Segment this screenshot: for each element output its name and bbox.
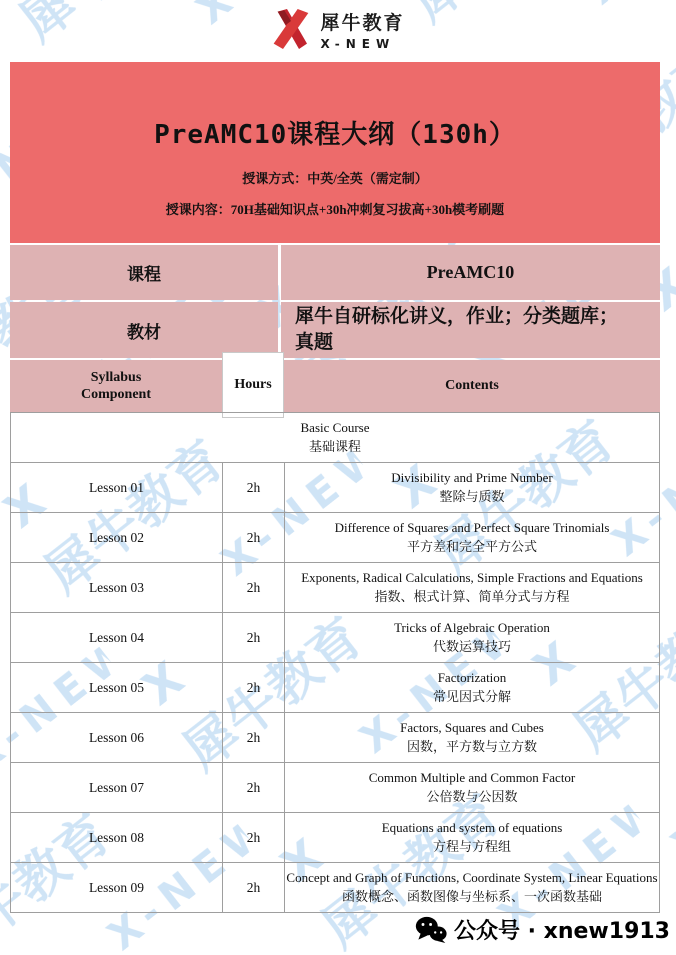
section-title-cn: 基础课程 — [308, 438, 361, 454]
brand-name-en: X-NEW — [320, 36, 396, 51]
table-row — [10, 813, 660, 863]
lesson-hours: 2h — [223, 463, 285, 512]
wechat-badge — [415, 914, 670, 945]
material-row — [10, 302, 660, 358]
teaching-method: 授课方式：中英/全英（需定制） — [242, 171, 428, 186]
brand-name-cn: 犀牛教育 — [320, 11, 405, 34]
course-label: 课程 — [10, 245, 278, 300]
table-row — [10, 663, 660, 713]
brand-x-icon — [271, 7, 311, 51]
lesson-name: Lesson 04 — [11, 613, 223, 662]
course-title: PreAMC10课程大纲（130h） — [154, 120, 516, 150]
material-value-cell — [281, 302, 660, 358]
lesson-hours: 2h — [223, 613, 285, 662]
brand-text — [320, 8, 404, 51]
table-row — [10, 613, 660, 663]
lesson-contents: Factorization 常见因式分解 — [432, 669, 511, 704]
banner — [10, 62, 660, 243]
wechat-icon — [415, 916, 447, 943]
lesson-hours: 2h — [223, 513, 285, 562]
table-row — [10, 763, 660, 813]
material-value: 犀牛自研标化讲义，作业；分类题库；真题 — [295, 306, 619, 353]
lesson-name: Lesson 08 — [11, 813, 223, 862]
section-header-row — [10, 413, 660, 463]
syllabus-header-row — [10, 360, 660, 412]
section-title — [11, 413, 659, 462]
lesson-contents: Divisibility and Prime Number 整除与质数 — [391, 469, 553, 504]
syllabus-component-header: Syllabus Component — [10, 360, 222, 412]
lesson-hours: 2h — [223, 713, 285, 762]
lesson-hours: 2h — [223, 663, 285, 712]
lesson-contents: Tricks of Algebraic Operation 代数运算技巧 — [394, 619, 550, 654]
contents-header: Contents — [284, 360, 660, 412]
lesson-name: Lesson 05 — [11, 663, 223, 712]
brand-logo — [0, 7, 676, 51]
table-row — [10, 563, 660, 613]
lesson-hours: 2h — [223, 763, 285, 812]
course-row — [10, 245, 660, 300]
table-row — [10, 863, 660, 913]
lesson-name: Lesson 03 — [11, 563, 223, 612]
teaching-content: 授课内容：70H基础知识点+30h冲刺复习拔高+30h模考刷题 — [165, 202, 505, 217]
lesson-contents: Difference of Squares and Perfect Square Trinomials 平方差和完全平方公式 — [334, 519, 610, 554]
lesson-name: Lesson 06 — [11, 713, 223, 762]
hours-header: Hours — [222, 352, 284, 418]
section-title-en: Basic Course — [300, 419, 370, 435]
lesson-contents: Factors, Squares and Cubes 因数，平方数与立方数 — [400, 719, 544, 754]
table-row — [10, 513, 660, 563]
table-row — [10, 463, 660, 513]
lesson-name: Lesson 09 — [11, 863, 223, 912]
lesson-contents: Equations and system of equations 方程与方程组 — [381, 819, 563, 854]
lesson-name: Lesson 02 — [11, 513, 223, 562]
material-label: 教材 — [10, 302, 278, 358]
wechat-account-label: 公众号 · xnew1913 — [453, 919, 670, 944]
lesson-contents: Concept and Graph of Functions, Coordinate System, Linear Equations 函数概念、函数图像与坐标系、一次函数基础 — [286, 869, 658, 904]
lesson-name: Lesson 01 — [11, 463, 223, 512]
lesson-name: Lesson 07 — [11, 763, 223, 812]
lesson-contents: Exponents, Radical Calculations, Simple Fractions and Equations 指数、根式计算、简单分式与方程 — [301, 569, 643, 604]
course-value: PreAMC10 — [281, 245, 660, 300]
table-row — [10, 713, 660, 763]
lesson-hours: 2h — [223, 863, 285, 912]
lesson-contents: Common Multiple and Common Factor 公倍数与公因数 — [368, 769, 576, 804]
info-table — [10, 245, 660, 414]
lesson-hours: 2h — [223, 563, 285, 612]
syllabus-table — [10, 412, 660, 913]
lesson-hours: 2h — [223, 813, 285, 862]
